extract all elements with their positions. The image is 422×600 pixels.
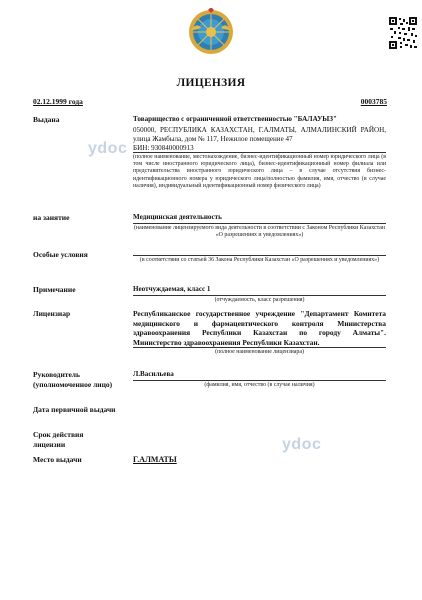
document-title: ЛИЦЕНЗИЯ bbox=[176, 77, 246, 89]
head-value: Л.Васильева bbox=[133, 370, 174, 378]
issued-to-bin: БИН: 930840000913 bbox=[133, 144, 194, 152]
issued-to-name: Товарищество с ограниченной ответственностью "БАЛАУЫЗ" bbox=[133, 115, 337, 123]
validity-label-line2: лицензии bbox=[33, 440, 66, 449]
activity-rule bbox=[133, 223, 386, 224]
licensor-note: (полное наименование лицензиара) bbox=[215, 349, 304, 355]
first-issue-date-label: Дата первичной выдачи bbox=[33, 405, 116, 414]
licensor-rule bbox=[133, 347, 386, 348]
issued-to-value bbox=[133, 115, 386, 153]
issued-to-rule bbox=[133, 152, 386, 153]
special-conditions-label: Особые условия bbox=[33, 250, 88, 259]
state-emblem bbox=[187, 8, 235, 56]
head-label-line1: Руководитель bbox=[33, 370, 80, 379]
place-of-issue-label: Место выдачи bbox=[33, 455, 82, 464]
remark-rule bbox=[133, 295, 386, 296]
remark-note: (отчуждаемость, класс разрешения) bbox=[214, 297, 305, 303]
watermark-primary: ydoc bbox=[88, 140, 128, 157]
license-number: 0003785 bbox=[360, 97, 387, 106]
remark-value: Неотчуждаемая, класс 1 bbox=[133, 285, 211, 293]
head-rule bbox=[133, 380, 386, 381]
issued-to-address: 050000, РЕСПУБЛИКА КАЗАХСТАН, Г.АЛМАТЫ, АЛМАЛИНСКИЙ РАЙОН, улица Жамбыла, дом № 117, Нежилое помещение 47 bbox=[133, 126, 386, 143]
watermark-secondary: ydoc bbox=[282, 436, 322, 453]
validity-label bbox=[33, 430, 83, 450]
special-conditions-rule bbox=[133, 255, 386, 256]
activity-label: на занятие bbox=[33, 213, 70, 222]
place-of-issue-value: Г.АЛМАТЫ bbox=[133, 455, 177, 464]
licensor-value: Республиканское государственное учреждение "Департамент Комитета медицинского и фармацевтического контроля Министерства здравоохранения Республики Казахстан по городу Алматы". Министерство здравоохранения Республики Казахстан. bbox=[133, 309, 386, 347]
special-conditions-note: (в соответствии со статьей 36 Закона Республики Казахстан «О разрешениях и уведомлениях») bbox=[139, 257, 380, 263]
issued-to-note: (полное наименование, местонахождение, бизнес-идентификационный номер юридического лица (в том числе иностранного юридического лица), бизнес-идентификационный номер филиала или представительства иностранного юридического лица – в случае отсутствия бизнес-идентификационного номера у юридического лица/полностью фамилия, имя, отчество (в случае наличия), индивидуальный идентификационный номер физического лица) bbox=[133, 154, 386, 189]
activity-value: Медицинская деятельность bbox=[133, 213, 222, 221]
validity-label-line1: Срок действия bbox=[33, 430, 84, 439]
remark-label: Примечание bbox=[33, 285, 76, 294]
head-label-line2: (уполномоченное лицо) bbox=[33, 380, 113, 389]
license-date: 02.12.1999 года bbox=[33, 97, 83, 106]
head-note: (фамилия, имя, отчество (в случае наличия) bbox=[204, 382, 315, 388]
qr-code bbox=[389, 17, 417, 49]
licensor-label: Лицензиар bbox=[33, 309, 71, 318]
issued-to-label: Выдана bbox=[33, 115, 60, 124]
head-label bbox=[33, 370, 112, 390]
activity-note: (наименование лицензируемого вида деятельности в соответствии с Законом Республики Казахстан «О разрешениях и уведомлениях») bbox=[133, 225, 386, 239]
